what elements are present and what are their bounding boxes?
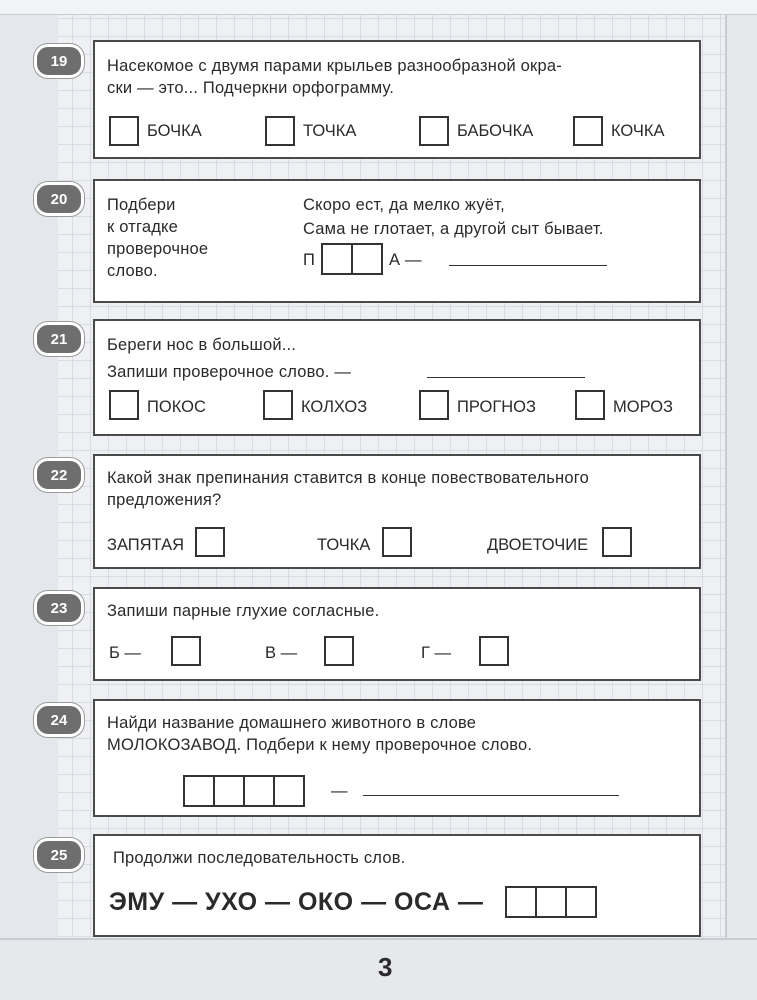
task-number-badge: 22 (34, 458, 84, 492)
letter-cell[interactable] (243, 775, 275, 807)
option-label: КОЧКА (611, 122, 665, 140)
answer-checkbox[interactable] (109, 390, 139, 420)
answer-checkbox[interactable] (479, 636, 509, 666)
option-label: КОЛХОЗ (301, 398, 368, 416)
task-number-badge: 21 (34, 322, 84, 356)
answer-checkbox[interactable] (195, 527, 225, 557)
option-label: ТОЧКА (303, 122, 357, 140)
letter-cell[interactable] (505, 886, 537, 918)
answer-line[interactable] (449, 265, 607, 266)
answer-checkbox[interactable] (263, 390, 293, 420)
letter-cell[interactable] (351, 243, 383, 275)
option-label: МОРОЗ (613, 398, 674, 416)
riddle-text: Скоро ест, да мелко жуёт, (303, 196, 505, 214)
letter-cell[interactable] (535, 886, 567, 918)
word-suffix: А — (389, 251, 422, 269)
option-label: ЗАПЯТАЯ (107, 536, 185, 554)
answer-checkbox[interactable] (265, 116, 295, 146)
option-label: ПРОГНОЗ (457, 398, 536, 416)
option-label: БАБОЧКА (457, 122, 534, 140)
answer-checkbox[interactable] (602, 527, 632, 557)
task-text: слово. (107, 262, 158, 280)
task-text: Какой знак препинания ставится в конце повествовательного (107, 469, 589, 487)
consonant-label: Б — (109, 644, 141, 662)
word-sequence: ЭМУ — УХО — ОКО — ОСА — (109, 888, 484, 916)
dash: — (331, 782, 348, 800)
letter-cells[interactable] (505, 886, 595, 918)
task-text: ски — это... Подчеркни орфограмму. (107, 79, 395, 97)
answer-line[interactable] (363, 795, 619, 796)
task-21 (93, 319, 701, 436)
answer-checkbox[interactable] (419, 116, 449, 146)
task-text: МОЛОКОЗАВОД. Подбери к нему проверочное слово. (107, 736, 533, 754)
task-number-badge: 20 (34, 182, 84, 216)
task-number-badge: 24 (34, 703, 84, 737)
letter-cell[interactable] (321, 243, 353, 275)
option-label: ДВОЕТОЧИЕ (487, 536, 589, 554)
task-text: Найди название домашнего животного в слове (107, 714, 477, 732)
consonant-label: Г — (421, 644, 452, 662)
answer-checkbox[interactable] (382, 527, 412, 557)
answer-checkbox[interactable] (109, 116, 139, 146)
letter-cells[interactable] (321, 243, 381, 275)
task-19 (93, 40, 701, 159)
answer-checkbox[interactable] (324, 636, 354, 666)
task-23 (93, 587, 701, 681)
task-20 (93, 179, 701, 303)
task-text: проверочное (107, 240, 209, 258)
task-22 (93, 454, 701, 569)
task-text: Насекомое с двумя парами крыльев разнообразной окра- (107, 57, 562, 75)
option-label: ТОЧКА (317, 536, 371, 554)
task-text: Береги нос в большой... (107, 336, 297, 354)
task-text: Подбери (107, 196, 176, 214)
option-label: БОЧКА (147, 122, 202, 140)
task-text: к отгадке (107, 218, 179, 236)
task-number-badge: 23 (34, 591, 84, 625)
page-right-margin (725, 0, 757, 1000)
answer-checkbox[interactable] (419, 390, 449, 420)
answer-checkbox[interactable] (573, 116, 603, 146)
letter-cell[interactable] (273, 775, 305, 807)
task-number-badge: 25 (34, 838, 84, 872)
task-25 (93, 834, 701, 937)
answer-checkbox[interactable] (171, 636, 201, 666)
task-text: Запиши парные глухие согласные. (107, 602, 380, 620)
task-text: Продолжи последовательность слов. (113, 849, 406, 867)
word-prefix: П (303, 251, 316, 269)
riddle-text: Сама не глотает, а другой сыт бывает. (303, 220, 604, 238)
letter-cells[interactable] (183, 775, 303, 807)
letter-cell[interactable] (565, 886, 597, 918)
page-top-edge (0, 0, 757, 15)
task-24 (93, 699, 701, 817)
consonant-label: В — (265, 644, 298, 662)
task-number-badge: 19 (34, 44, 84, 78)
letter-cell[interactable] (213, 775, 245, 807)
answer-line[interactable] (427, 377, 585, 378)
page-number: 3 (378, 952, 393, 982)
task-text: Запиши проверочное слово. — (107, 363, 352, 381)
task-text: предложения? (107, 491, 222, 509)
option-label: ПОКОС (147, 398, 206, 416)
letter-cell[interactable] (183, 775, 215, 807)
answer-checkbox[interactable] (575, 390, 605, 420)
